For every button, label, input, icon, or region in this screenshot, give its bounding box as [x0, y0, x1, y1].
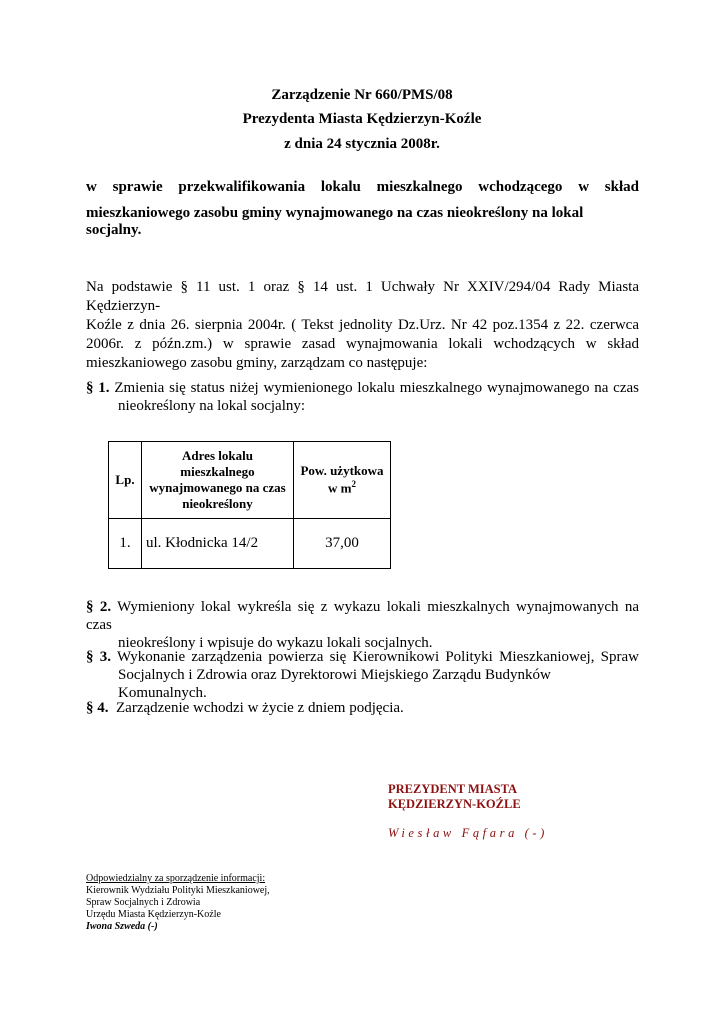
header-address-line: mieszkalnego [180, 464, 255, 479]
header-address-line: wynajmowanego na czas [149, 480, 286, 495]
header-area-sup: 2 [351, 479, 356, 490]
table-header-row [109, 442, 391, 519]
header-area-unit-text: w m [328, 480, 352, 496]
cell-address: ul. Kłodnicka 14/2 [142, 519, 294, 569]
section-text: Wymieniony lokal wykreśla się z wykazu lokali mieszkalnych wynajmowanych na czas [86, 599, 640, 633]
preamble-line: Na podstawie § 11 ust. 1 oraz § 14 ust. 1 Uchwały Nr XXIV/294/04 Rady Miasta Kędzierzyn- [86, 279, 639, 314]
header-area-unit [298, 479, 386, 496]
signature-name: Wiesław Fąfara (-) [388, 826, 548, 840]
preamble-line: 2006r. z późn.zm.) w sprawie zasad wynajmowania lokali wchodzących w skład [86, 336, 639, 352]
section-text: Zmienia się status niżej wymienionego lokalu mieszkalnego wynajmowanego na czas [114, 380, 639, 396]
preamble [86, 278, 639, 373]
header-area-line: Pow. użytkowa [300, 463, 384, 479]
section-text: Wykonanie zarządzenia powierza się Kierownikowi Polityki Mieszkaniowej, Spraw [116, 649, 640, 665]
premises-table [108, 441, 391, 569]
footer-line: Kierownik Wydziału Polityki Mieszkaniowej, [86, 885, 270, 896]
section-text: nieokreślony na lokal socjalny: [118, 398, 306, 414]
section-mark: § 1. [86, 380, 110, 396]
issuer-title: Prezydenta Miasta Kędzierzyn-Koźle [242, 111, 482, 127]
header-lp: Lp. [109, 442, 142, 519]
header-address-line: nieokreślony [182, 496, 253, 511]
section-text: Socjalnych i Zdrowia oraz Dyrektorowi Miejskiego Zarządu Budynków Komunalnych. [118, 667, 551, 701]
document-title: Zarządzenie Nr 660/PMS/08 [271, 87, 453, 103]
subject-line-1: w sprawie przekwalifikowania lokalu mieszkalnego wchodzącego w skład [86, 179, 639, 195]
section-3 [86, 648, 639, 702]
table-row [109, 519, 391, 569]
footer-line: Spraw Socjalnych i Zdrowia [86, 897, 201, 908]
cell-area: 37,00 [294, 519, 391, 569]
document-date: z dnia 24 stycznia 2008r. [284, 136, 440, 152]
section-mark: § 4. [86, 700, 109, 716]
section-mark: § 3. [86, 649, 111, 665]
section-1 [86, 379, 639, 415]
signature-title-1: PREZYDENT MIASTA [388, 782, 518, 796]
footer-signer: Iwona Szweda (-) [86, 921, 158, 932]
section-mark: § 2. [86, 599, 112, 615]
header-address-line: Adres lokalu [182, 448, 253, 463]
preamble-line: Koźle z dnia 26. sierpnia 2004r. ( Tekst jednolity Dz.Urz. Nr 42 poz.1354 z 22. czerwca [86, 317, 639, 333]
subject-line-2: mieszkaniowego zasobu gminy wynajmowanego na czas nieokreślony na lokal socjalny. [86, 205, 584, 238]
responsible-person-note [86, 873, 270, 933]
section-2 [86, 598, 639, 652]
preamble-line: mieszkaniowego zasobu gminy, zarządzam co następuje: [86, 355, 428, 371]
header-address [142, 442, 294, 519]
section-text: nieokreślony i wpisuje do wykazu lokali socjalnych. [118, 635, 433, 651]
footer-line: Urzędu Miasta Kędzierzyn-Koźle [86, 909, 221, 920]
section-text: Zarządzenie wchodzi w życie z dniem podjęcia. [116, 700, 404, 716]
section-4 [86, 699, 639, 717]
header-area [294, 442, 391, 519]
cell-lp: 1. [109, 519, 142, 569]
footer-heading: Odpowiedzialny za sporządzenie informacji: [86, 873, 266, 884]
signature-title-2: KĘDZIERZYN-KOŹLE [388, 797, 521, 811]
